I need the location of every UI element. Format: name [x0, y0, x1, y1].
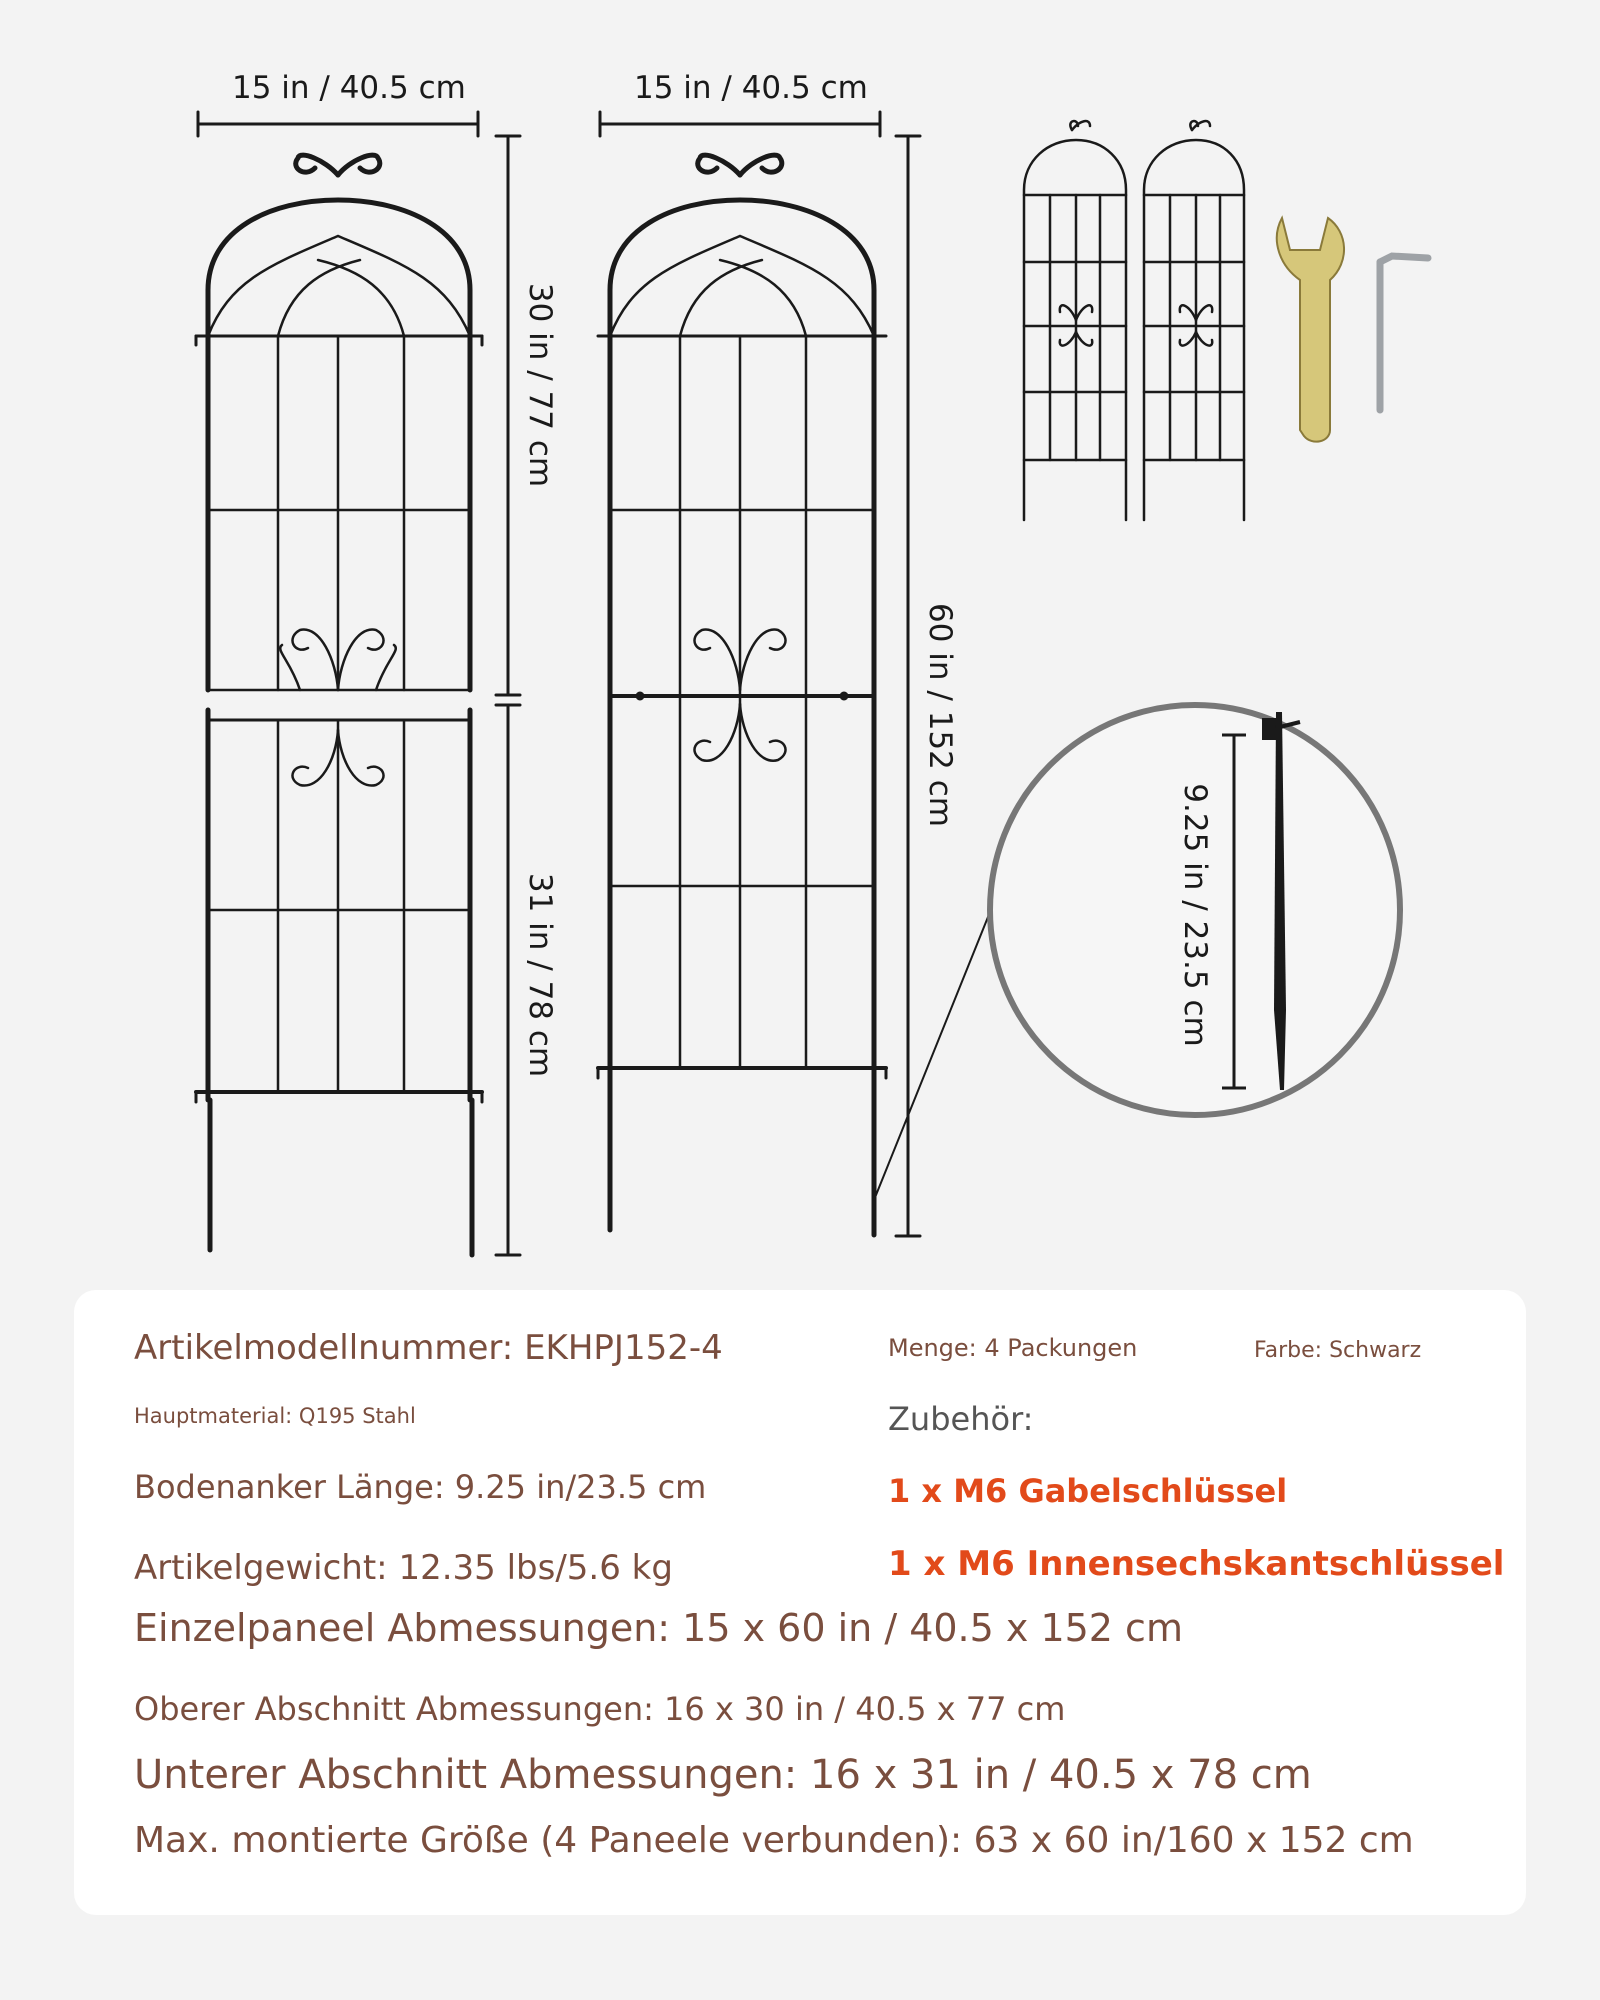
width-dimension-left — [198, 112, 478, 136]
width-dimension-right — [600, 112, 880, 136]
stake-length: Bodenanker Länge: 9.25 in/23.5 cm — [134, 1468, 707, 1506]
lower-section-dimensions: Unterer Abschnitt Abmessungen: 16 x 31 in / 40.5 x 78 cm — [134, 1752, 1312, 1798]
accessory-wrench: 1 x M6 Gabelschlüssel — [888, 1472, 1288, 1510]
hex-key-icon — [1380, 256, 1428, 410]
width-label-right: 15 in / 40.5 cm — [634, 70, 868, 106]
upper-section-dimensions: Oberer Abschnitt Abmessungen: 16 x 30 in / 40.5 x 77 cm — [134, 1690, 1066, 1728]
height-dimension-left — [496, 136, 520, 1255]
trellis-panel-assembled — [598, 112, 1040, 1236]
spec-card — [74, 1290, 1526, 1915]
width-label-left: 15 in / 40.5 cm — [232, 70, 466, 106]
max-assembled-size: Max. montierte Größe (4 Paneele verbunden): 63 x 60 in/160 x 152 cm — [134, 1820, 1414, 1861]
finial-scroll — [296, 155, 380, 175]
upper-height-label: 30 in / 77 cm — [522, 282, 558, 488]
color-info: Farbe: Schwarz — [1254, 1338, 1422, 1363]
height-dimension-total — [896, 136, 920, 1236]
total-height-label: 60 in / 152 cm — [922, 603, 958, 827]
accessories-title: Zubehör: — [888, 1400, 1034, 1438]
wrench-icon — [1277, 218, 1344, 442]
quantity: Menge: 4 Packungen — [888, 1334, 1138, 1362]
panel-dimensions: Einzelpaneel Abmessungen: 15 x 60 in / 40.5 x 152 cm — [134, 1606, 1183, 1650]
trellis-panel-split — [196, 112, 520, 1255]
stake-length-label: 9.25 in / 23.5 cm — [1177, 783, 1213, 1047]
lower-height-label: 31 in / 78 cm — [522, 872, 558, 1078]
accessory-group — [1024, 121, 1244, 520]
mini-panel-2 — [1144, 121, 1244, 520]
model-number: Artikelmodellnummer: EKHPJ152-4 — [134, 1328, 723, 1368]
item-weight: Artikelgewicht: 12.35 lbs/5.6 kg — [134, 1548, 673, 1588]
main-material: Hauptmaterial: Q195 Stahl — [134, 1404, 416, 1428]
mini-panel-1 — [1024, 121, 1126, 520]
accessory-hex-key: 1 x M6 Innensechskantschlüssel — [888, 1544, 1505, 1584]
